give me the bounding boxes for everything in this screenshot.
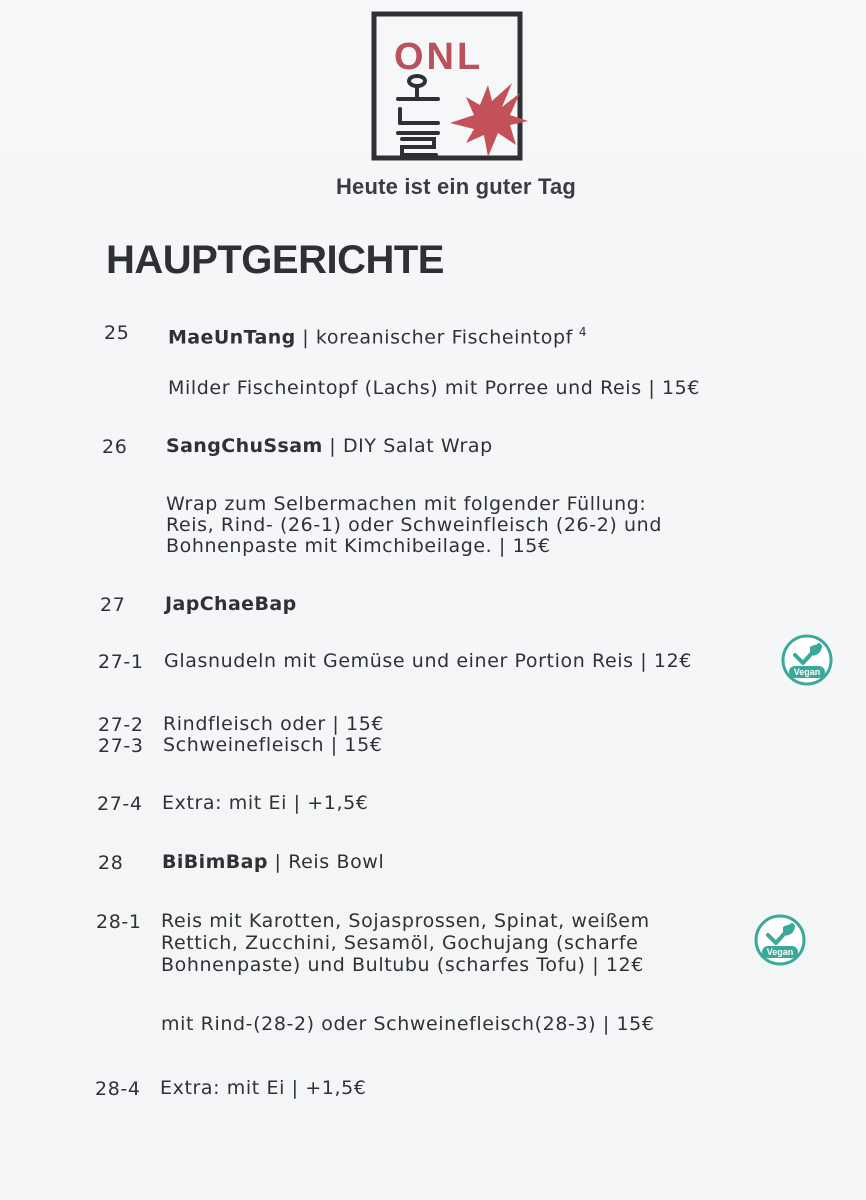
dish-extra: Extra: mit Ei | +1,5€	[162, 792, 369, 814]
vegan-label: Vegan	[793, 667, 821, 677]
slogan: Heute ist ein guter Tag	[335, 174, 577, 199]
dish-subtitle: DIY Salat Wrap	[342, 435, 493, 457]
dish-name: JapChaeBap	[165, 593, 297, 615]
item-number: 27-1	[98, 651, 144, 673]
item-number: 27-3	[98, 735, 144, 757]
dish-description: mit Rind-(28-2) oder Schweinefleisch(28-3) | 15€	[161, 1013, 655, 1035]
item-number: 28-4	[95, 1078, 141, 1100]
dish-subtitle: koreanischer Fischeintopf	[315, 326, 573, 349]
dish-description-line: Wrap zum Selbermachen mit folgender Füllung:	[166, 493, 647, 515]
item-number: 27	[100, 594, 126, 616]
dish-description: Schweinefleisch | 15€	[163, 734, 383, 756]
menu-item-title	[162, 852, 384, 873]
dish-description-line: Reis, Rind- (26-1) oder Schweinfleisch (26-2) und	[166, 514, 662, 536]
item-number: 25	[104, 322, 130, 344]
section-heading: HAUPTGERICHTE	[106, 238, 444, 282]
dish-description-line: Bohnenpaste mit Kimchibeilage. | 15€	[166, 535, 551, 557]
dish-description: Milder Fischeintopf (Lachs) mit Porree und Reis | 15€	[168, 377, 701, 399]
menu-item-title	[166, 436, 493, 457]
vegan-badge-icon	[753, 913, 807, 967]
dish-description: Glasnudeln mit Gemüse und einer Portion Reis | 12€	[164, 650, 692, 672]
separator: |	[322, 435, 343, 457]
dish-subtitle: Reis Bowl	[288, 851, 385, 873]
dish-description: Rindfleisch oder | 15€	[163, 713, 385, 735]
item-number: 28	[98, 852, 124, 874]
separator: |	[267, 851, 289, 873]
maple-leaf-icon	[450, 83, 528, 157]
item-number: 28-1	[96, 911, 142, 933]
svg-text:ONL: ONL	[394, 36, 484, 78]
dish-extra: Extra: mit Ei | +1,5€	[160, 1077, 367, 1099]
item-number: 27-2	[98, 714, 144, 736]
dish-name: BiBimBap	[162, 851, 268, 873]
menu-item-title	[168, 322, 587, 348]
dish-description-line: Bohnenpaste) und Bultubu (scharfes Tofu) | 12€	[161, 954, 644, 976]
item-number: 26	[102, 436, 128, 458]
dish-description-line: Reis mit Karotten, Sojasprossen, Spinat, weißem	[161, 910, 650, 932]
allergen-note: 4	[578, 325, 588, 339]
restaurant-logo	[370, 11, 530, 163]
vegan-label: Vegan	[766, 947, 794, 957]
item-number: 27-4	[97, 793, 143, 815]
dish-description-line: Rettich, Zucchini, Sesamöl, Gochujang (scharfe	[161, 932, 639, 954]
dish-name: MaeUnTang	[168, 326, 296, 349]
vegan-badge-icon	[780, 633, 834, 687]
separator: |	[295, 326, 316, 349]
dish-name: SangChuSsam	[166, 435, 323, 457]
